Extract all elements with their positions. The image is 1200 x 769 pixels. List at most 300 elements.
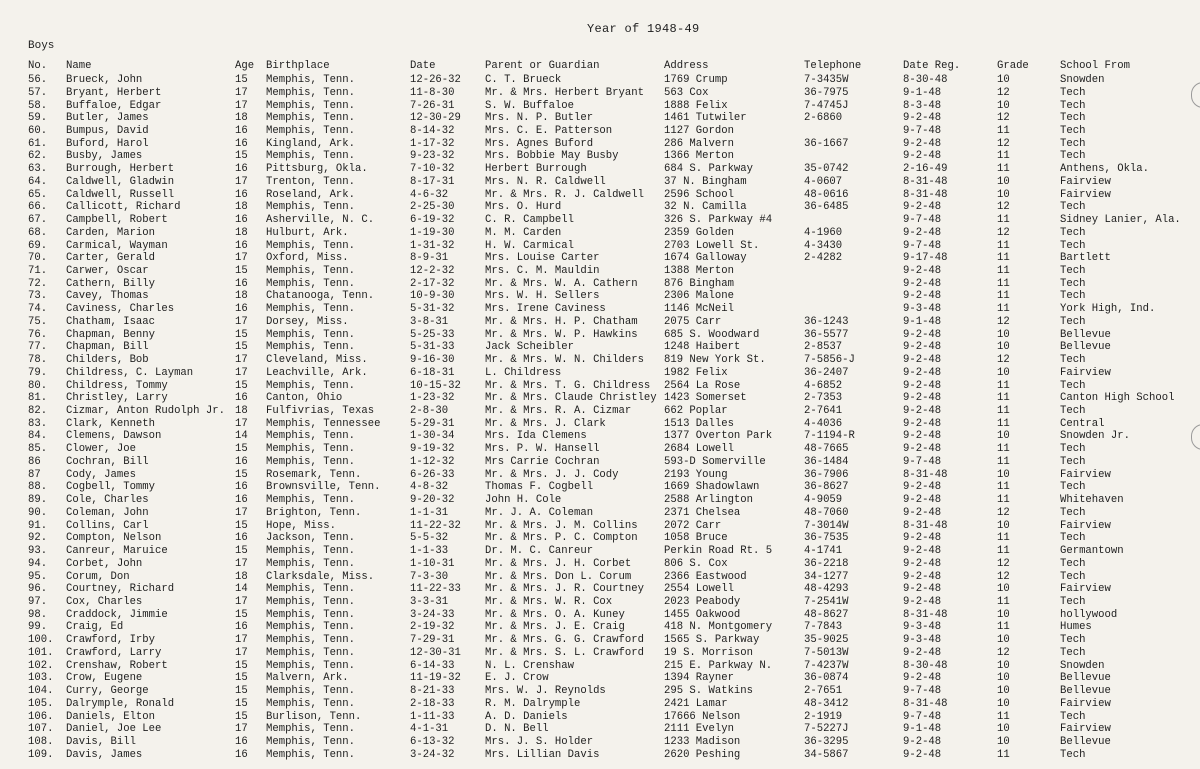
row-school-from: Fairview	[1060, 697, 1111, 710]
row-no: 103.	[28, 672, 54, 685]
row-date-reg: 8-30-48	[903, 74, 948, 86]
row-grade: 11	[997, 265, 1010, 277]
row-school-from: Tech	[1060, 532, 1086, 545]
row-address: 2306 Malone	[664, 290, 734, 303]
row-name: Butler, James	[66, 112, 149, 125]
row-name: Cavey, Thomas	[66, 290, 149, 303]
row-date: 2-17-32	[410, 277, 455, 290]
row-no: 99.	[28, 621, 48, 634]
table-row	[0, 443, 1200, 455]
row-grade: 10	[997, 74, 1010, 86]
row-birthplace: Memphis, Tenn.	[266, 621, 356, 634]
table-row	[0, 469, 1200, 481]
row-no: 67.	[28, 214, 48, 226]
row-parent: Mrs. Bobbie May Busby	[485, 150, 619, 163]
row-date-reg: 8-30-48	[903, 659, 948, 672]
row-telephone: 7-3014W	[804, 519, 849, 532]
row-date-reg: 9-2-48	[903, 672, 942, 685]
row-no: 70.	[28, 252, 48, 265]
row-parent: C. T. Brueck	[485, 74, 562, 86]
row-grade: 10	[997, 608, 1010, 621]
row-address: 2684 Lowell	[664, 443, 734, 456]
row-parent: Mr. & Mrs. Herbert Bryant	[485, 86, 644, 99]
row-telephone: 4-3430	[804, 239, 843, 252]
row-school-from: Germantown	[1060, 545, 1124, 557]
row-no: 108.	[28, 736, 54, 748]
row-birthplace: Memphis, Tenn.	[266, 328, 356, 341]
row-age: 18	[235, 226, 248, 239]
row-telephone: 36-7535	[804, 532, 849, 545]
row-birthplace: Memphis, Tenn.	[266, 277, 356, 290]
row-telephone: 48-4293	[804, 583, 849, 596]
row-date-reg: 9-2-48	[903, 748, 942, 761]
row-address: 17666 Nelson	[664, 710, 741, 723]
row-date: 1-31-32	[410, 239, 455, 252]
row-date: 6-19-32	[410, 214, 455, 226]
row-school-from: Tech	[1060, 150, 1086, 163]
row-date-reg: 8-31-48	[903, 175, 948, 188]
row-birthplace: Burlison, Tenn.	[266, 710, 362, 723]
row-date-reg: 2-16-49	[903, 163, 948, 176]
row-school-from: Tech	[1060, 379, 1086, 392]
row-no: 77.	[28, 341, 48, 354]
row-parent: Mr. & Mrs. R. J. Caldwell	[485, 188, 644, 201]
row-birthplace: Asherville, N. C.	[266, 214, 375, 226]
row-telephone: 36-0874	[804, 672, 849, 685]
row-parent: Mrs. W. J. Reynolds	[485, 685, 606, 697]
row-birthplace: Memphis, Tenn.	[266, 124, 356, 137]
row-grade: 10	[997, 736, 1010, 748]
row-name: Cogbell, Tommy	[66, 481, 156, 494]
row-school-from: Anthens, Okla.	[1060, 163, 1150, 176]
row-school-from: Fairview	[1060, 583, 1111, 596]
row-grade: 11	[997, 748, 1010, 761]
row-no: 69.	[28, 239, 48, 252]
row-date-reg: 9-7-48	[903, 239, 942, 252]
row-grade: 11	[997, 303, 1010, 316]
row-no: 63.	[28, 163, 48, 176]
row-grade: 11	[997, 239, 1010, 252]
row-no: 94.	[28, 557, 48, 570]
header-school-from: School From	[1060, 60, 1130, 72]
row-address: 2596 School	[664, 188, 734, 201]
header-name: Name	[66, 60, 92, 72]
row-no: 88.	[28, 481, 48, 494]
table-row	[0, 329, 1200, 341]
row-parent: Mrs. P. W. Hansell	[485, 443, 600, 456]
row-grade: 12	[997, 570, 1010, 583]
row-grade: 10	[997, 697, 1010, 710]
row-address: 1565 S. Parkway	[664, 634, 760, 647]
row-date: 9-19-32	[410, 443, 455, 456]
row-parent: Mrs. Irene Caviness	[485, 303, 606, 316]
row-name: Childers, Bob	[66, 354, 149, 367]
row-date: 5-5-32	[410, 532, 449, 545]
row-address: 2023 Peabody	[664, 595, 741, 608]
row-parent: Jack Scheibler	[485, 341, 575, 354]
row-birthplace: Memphis, Tenn.	[266, 557, 356, 570]
row-date: 7-26-31	[410, 99, 455, 112]
row-no: 60.	[28, 124, 48, 137]
row-grade: 12	[997, 137, 1010, 150]
row-date: 11-22-33	[410, 583, 461, 596]
row-address: 685 S. Woodward	[664, 328, 760, 341]
row-grade: 12	[997, 112, 1010, 125]
row-telephone: 4-6852	[804, 379, 843, 392]
row-no: 72.	[28, 277, 48, 290]
row-parent: Mr. & Mrs. T. G. Childress	[485, 379, 651, 392]
row-telephone: 48-7665	[804, 443, 849, 456]
row-school-from: Fairview	[1060, 519, 1111, 532]
row-grade: 11	[997, 545, 1010, 557]
row-grade: 12	[997, 315, 1010, 328]
row-parent: R. M. Dalrymple	[485, 697, 581, 710]
row-birthplace: Memphis, Tenn.	[266, 443, 356, 456]
row-school-from: Tech	[1060, 748, 1086, 761]
row-date-reg: 9-2-48	[903, 430, 942, 443]
row-address: 1888 Felix	[664, 99, 728, 112]
row-telephone: 4-1960	[804, 226, 843, 239]
row-parent: Mr. & Mrs. J. J. Cody	[485, 468, 619, 481]
row-date: 1-11-33	[410, 710, 455, 723]
row-name: Caviness, Charles	[66, 303, 175, 316]
row-telephone: 2-4282	[804, 252, 843, 265]
row-birthplace: Memphis, Tenn.	[266, 583, 356, 596]
row-school-from: Snowden Jr.	[1060, 430, 1130, 443]
row-grade: 10	[997, 175, 1010, 188]
table-row	[0, 189, 1200, 201]
row-telephone: 2-7641	[804, 405, 843, 417]
row-school-from: Snowden	[1060, 659, 1105, 672]
row-grade: 10	[997, 519, 1010, 532]
row-date: 10-9-30	[410, 290, 455, 303]
row-address: 418 N. Montgomery	[664, 621, 773, 634]
row-telephone: 36-2407	[804, 366, 849, 379]
row-age: 15	[235, 608, 248, 621]
row-telephone: 36-2218	[804, 557, 849, 570]
row-telephone: 34-1277	[804, 570, 849, 583]
row-address: 32 N. Camilla	[664, 201, 747, 214]
row-date: 3-24-33	[410, 608, 455, 621]
row-age: 15	[235, 328, 248, 341]
row-birthplace: Kingland, Ark.	[266, 137, 356, 150]
row-age: 17	[235, 723, 248, 736]
row-school-from: Tech	[1060, 315, 1086, 328]
row-age: 15	[235, 468, 248, 481]
row-grade: 10	[997, 583, 1010, 596]
row-parent: L. Childress	[485, 366, 562, 379]
row-age: 15	[235, 74, 248, 86]
row-age: 16	[235, 481, 248, 494]
row-no: 102.	[28, 659, 54, 672]
row-school-from: Tech	[1060, 710, 1086, 723]
row-telephone: 4-9059	[804, 494, 843, 507]
row-birthplace: Memphis, Tenn.	[266, 86, 356, 99]
row-age: 17	[235, 99, 248, 112]
row-birthplace: Leachville, Ark.	[266, 366, 368, 379]
table-row	[0, 571, 1200, 583]
row-name: Childress, Tommy	[66, 379, 168, 392]
row-date: 1-1-31	[410, 506, 449, 519]
table-row	[0, 749, 1200, 761]
row-grade: 12	[997, 506, 1010, 519]
row-date-reg: 9-1-48	[903, 86, 942, 99]
row-birthplace: Clarksdale, Miss.	[266, 570, 375, 583]
row-date-reg: 9-2-48	[903, 392, 942, 405]
row-address: 1394 Rayner	[664, 672, 734, 685]
row-address: 2366 Eastwood	[664, 570, 747, 583]
row-grade: 11	[997, 392, 1010, 405]
row-birthplace: Hulburt, Ark.	[266, 226, 349, 239]
table-row	[0, 380, 1200, 392]
row-school-from: Humes	[1060, 621, 1092, 634]
row-school-from: Tech	[1060, 455, 1086, 468]
row-telephone: 4-4036	[804, 417, 843, 430]
row-parent: Mrs Carrie Cochran	[485, 455, 600, 468]
table-row	[0, 545, 1200, 557]
row-date: 6-13-32	[410, 736, 455, 748]
row-parent: Mrs. C. M. Mauldin	[485, 265, 600, 277]
row-no: 104.	[28, 685, 54, 697]
table-row	[0, 418, 1200, 430]
row-telephone: 2-1919	[804, 710, 843, 723]
row-telephone: 36-8627	[804, 481, 849, 494]
row-date-reg: 9-2-48	[903, 112, 942, 125]
row-parent: Mr. & Mrs. R. A. Cizmar	[485, 405, 632, 417]
row-grade: 12	[997, 557, 1010, 570]
row-address: 326 S. Parkway #4	[664, 214, 773, 226]
row-parent: Mr. & Mrs. H. P. Chatham	[485, 315, 638, 328]
row-no: 83.	[28, 417, 48, 430]
table-row	[0, 303, 1200, 315]
table-row	[0, 583, 1200, 595]
row-name: Clark, Kenneth	[66, 417, 156, 430]
row-date-reg: 9-2-48	[903, 545, 942, 557]
row-name: Bumpus, David	[66, 124, 149, 137]
row-no: 96.	[28, 583, 48, 596]
row-name: Carwer, Oscar	[66, 265, 149, 277]
row-grade: 11	[997, 277, 1010, 290]
row-date: 5-31-32	[410, 303, 455, 316]
row-age: 18	[235, 112, 248, 125]
row-no: 66.	[28, 201, 48, 214]
row-grade: 11	[997, 481, 1010, 494]
row-date-reg: 9-2-48	[903, 354, 942, 367]
table-row	[0, 609, 1200, 621]
row-date-reg: 9-7-48	[903, 214, 942, 226]
row-school-from: Snowden	[1060, 74, 1105, 86]
row-address: 662 Poplar	[664, 405, 728, 417]
row-address: 1669 Shadowlawn	[664, 481, 760, 494]
row-date: 3-3-31	[410, 595, 449, 608]
row-date-reg: 9-1-48	[903, 315, 942, 328]
row-birthplace: Memphis, Tenn.	[266, 430, 356, 443]
row-address: 1461 Tutwiler	[664, 112, 747, 125]
row-name: Courtney, Richard	[66, 583, 175, 596]
table-row	[0, 392, 1200, 404]
row-name: Clemens, Dawson	[66, 430, 162, 443]
row-date: 5-31-33	[410, 341, 455, 354]
row-date: 9-23-32	[410, 150, 455, 163]
row-no: 62.	[28, 150, 48, 163]
row-name: Cathern, Billy	[66, 277, 156, 290]
row-birthplace: Hope, Miss.	[266, 519, 336, 532]
row-grade: 10	[997, 672, 1010, 685]
row-no: 74.	[28, 303, 48, 316]
row-name: Craig, Ed	[66, 621, 124, 634]
row-name: Carmical, Wayman	[66, 239, 168, 252]
row-parent: Mr. & Mrs. W. A. Cathern	[485, 277, 638, 290]
row-age: 14	[235, 583, 248, 596]
row-age: 17	[235, 366, 248, 379]
row-date-reg: 9-2-48	[903, 137, 942, 150]
row-date: 7-3-30	[410, 570, 449, 583]
row-date: 12-2-32	[410, 265, 455, 277]
row-school-from: Tech	[1060, 99, 1086, 112]
row-date-reg: 9-2-48	[903, 506, 942, 519]
row-school-from: Whitehaven	[1060, 494, 1124, 507]
row-school-from: Tech	[1060, 201, 1086, 214]
row-name: Crenshaw, Robert	[66, 659, 168, 672]
row-age: 18	[235, 570, 248, 583]
row-no: 59.	[28, 112, 48, 125]
row-age: 16	[235, 239, 248, 252]
row-date-reg: 9-2-48	[903, 417, 942, 430]
row-date-reg: 9-2-48	[903, 595, 942, 608]
row-birthplace: Memphis, Tenn.	[266, 379, 356, 392]
row-birthplace: Dorsey, Miss.	[266, 315, 349, 328]
row-date-reg: 9-2-48	[903, 379, 942, 392]
row-no: 64.	[28, 175, 48, 188]
row-grade: 12	[997, 354, 1010, 367]
row-date: 1-17-32	[410, 137, 455, 150]
row-telephone: 4-1741	[804, 545, 843, 557]
row-date-reg: 9-7-48	[903, 455, 942, 468]
row-birthplace: Roseland, Ark.	[266, 188, 356, 201]
row-name: Cochran, Bill	[66, 455, 149, 468]
row-date-reg: 9-2-48	[903, 557, 942, 570]
row-name: Dalrymple, Ronald	[66, 697, 175, 710]
row-address: 2371 Chelsea	[664, 506, 741, 519]
row-birthplace: Memphis, Tenn.	[266, 494, 356, 507]
table-row	[0, 507, 1200, 519]
row-name: Busby, James	[66, 150, 143, 163]
row-address: 1674 Galloway	[664, 252, 747, 265]
row-date-reg: 9-2-48	[903, 481, 942, 494]
row-school-from: Fairview	[1060, 188, 1111, 201]
row-date: 11-19-32	[410, 672, 461, 685]
row-age: 17	[235, 646, 248, 659]
table-row	[0, 711, 1200, 723]
row-grade: 12	[997, 201, 1010, 214]
row-date: 6-18-31	[410, 366, 455, 379]
row-grade: 11	[997, 443, 1010, 456]
row-parent: Mr. & Mrs. S. L. Crawford	[485, 646, 644, 659]
row-birthplace: Canton, Ohio	[266, 392, 343, 405]
row-telephone: 36-1243	[804, 315, 849, 328]
row-date-reg: 8-31-48	[903, 188, 948, 201]
row-no: 100.	[28, 634, 54, 647]
table-row	[0, 698, 1200, 710]
row-date: 4-6-32	[410, 188, 449, 201]
row-birthplace: Memphis, Tenn.	[266, 634, 356, 647]
row-birthplace: Memphis, Tenn.	[266, 265, 356, 277]
row-no: 82.	[28, 405, 48, 417]
row-no: 98.	[28, 608, 48, 621]
row-address: 2564 La Rose	[664, 379, 741, 392]
header-telephone: Telephone	[804, 60, 862, 72]
row-name: Cizmar, Anton Rudolph Jr.	[66, 405, 225, 417]
row-date: 4-1-31	[410, 723, 449, 736]
row-address: 1058 Bruce	[664, 532, 728, 545]
row-date: 2-18-33	[410, 697, 455, 710]
row-birthplace: Memphis, Tenn.	[266, 646, 356, 659]
row-birthplace: Memphis, Tenn.	[266, 545, 356, 557]
row-name: Craddock, Jimmie	[66, 608, 168, 621]
row-address: 37 N. Bingham	[664, 175, 747, 188]
row-name: Carden, Marion	[66, 226, 156, 239]
row-address: 19 S. Morrison	[664, 646, 754, 659]
row-name: Caldwell, Russell	[66, 188, 175, 201]
row-address: 1982 Felix	[664, 366, 728, 379]
row-grade: 11	[997, 379, 1010, 392]
row-date: 8-21-33	[410, 685, 455, 697]
row-no: 58.	[28, 99, 48, 112]
row-school-from: Tech	[1060, 265, 1086, 277]
row-date: 5-25-33	[410, 328, 455, 341]
row-school-from: Tech	[1060, 405, 1086, 417]
row-no: 106.	[28, 710, 54, 723]
row-parent: Mr. & Mrs. J. M. Collins	[485, 519, 638, 532]
table-row	[0, 138, 1200, 150]
table-row	[0, 354, 1200, 366]
row-birthplace: Memphis, Tenn.	[266, 697, 356, 710]
row-school-from: hollywood	[1060, 608, 1118, 621]
row-address: 563 Cox	[664, 86, 709, 99]
row-address: 1366 Merton	[664, 150, 734, 163]
row-date: 7-29-31	[410, 634, 455, 647]
row-no: 61.	[28, 137, 48, 150]
row-telephone: 7-5227J	[804, 723, 849, 736]
row-no: 57.	[28, 86, 48, 99]
row-address: 1233 Madison	[664, 736, 741, 748]
row-birthplace: Jackson, Tenn.	[266, 532, 356, 545]
table-row	[0, 176, 1200, 188]
table-row	[0, 227, 1200, 239]
header-grade: Grade	[997, 60, 1029, 72]
row-age: 17	[235, 354, 248, 367]
row-parent: Mr. & Mrs. J. Clark	[485, 417, 606, 430]
table-row	[0, 405, 1200, 417]
row-no: 86	[28, 455, 41, 468]
table-row	[0, 341, 1200, 353]
row-age: 18	[235, 290, 248, 303]
row-parent: M. M. Carden	[485, 226, 562, 239]
row-school-from: Fairview	[1060, 175, 1111, 188]
row-grade: 11	[997, 124, 1010, 137]
row-address: 1423 Somerset	[664, 392, 747, 405]
table-row	[0, 112, 1200, 124]
row-date: 8-17-31	[410, 175, 455, 188]
row-age: 16	[235, 532, 248, 545]
row-address: 2620 Peshing	[664, 748, 741, 761]
section-label: Boys	[28, 40, 55, 52]
row-name: Caldwell, Gladwin	[66, 175, 175, 188]
row-address: 2072 Carr	[664, 519, 722, 532]
row-parent: E. J. Crow	[485, 672, 549, 685]
row-school-from: Tech	[1060, 570, 1086, 583]
row-telephone: 2-7651	[804, 685, 843, 697]
